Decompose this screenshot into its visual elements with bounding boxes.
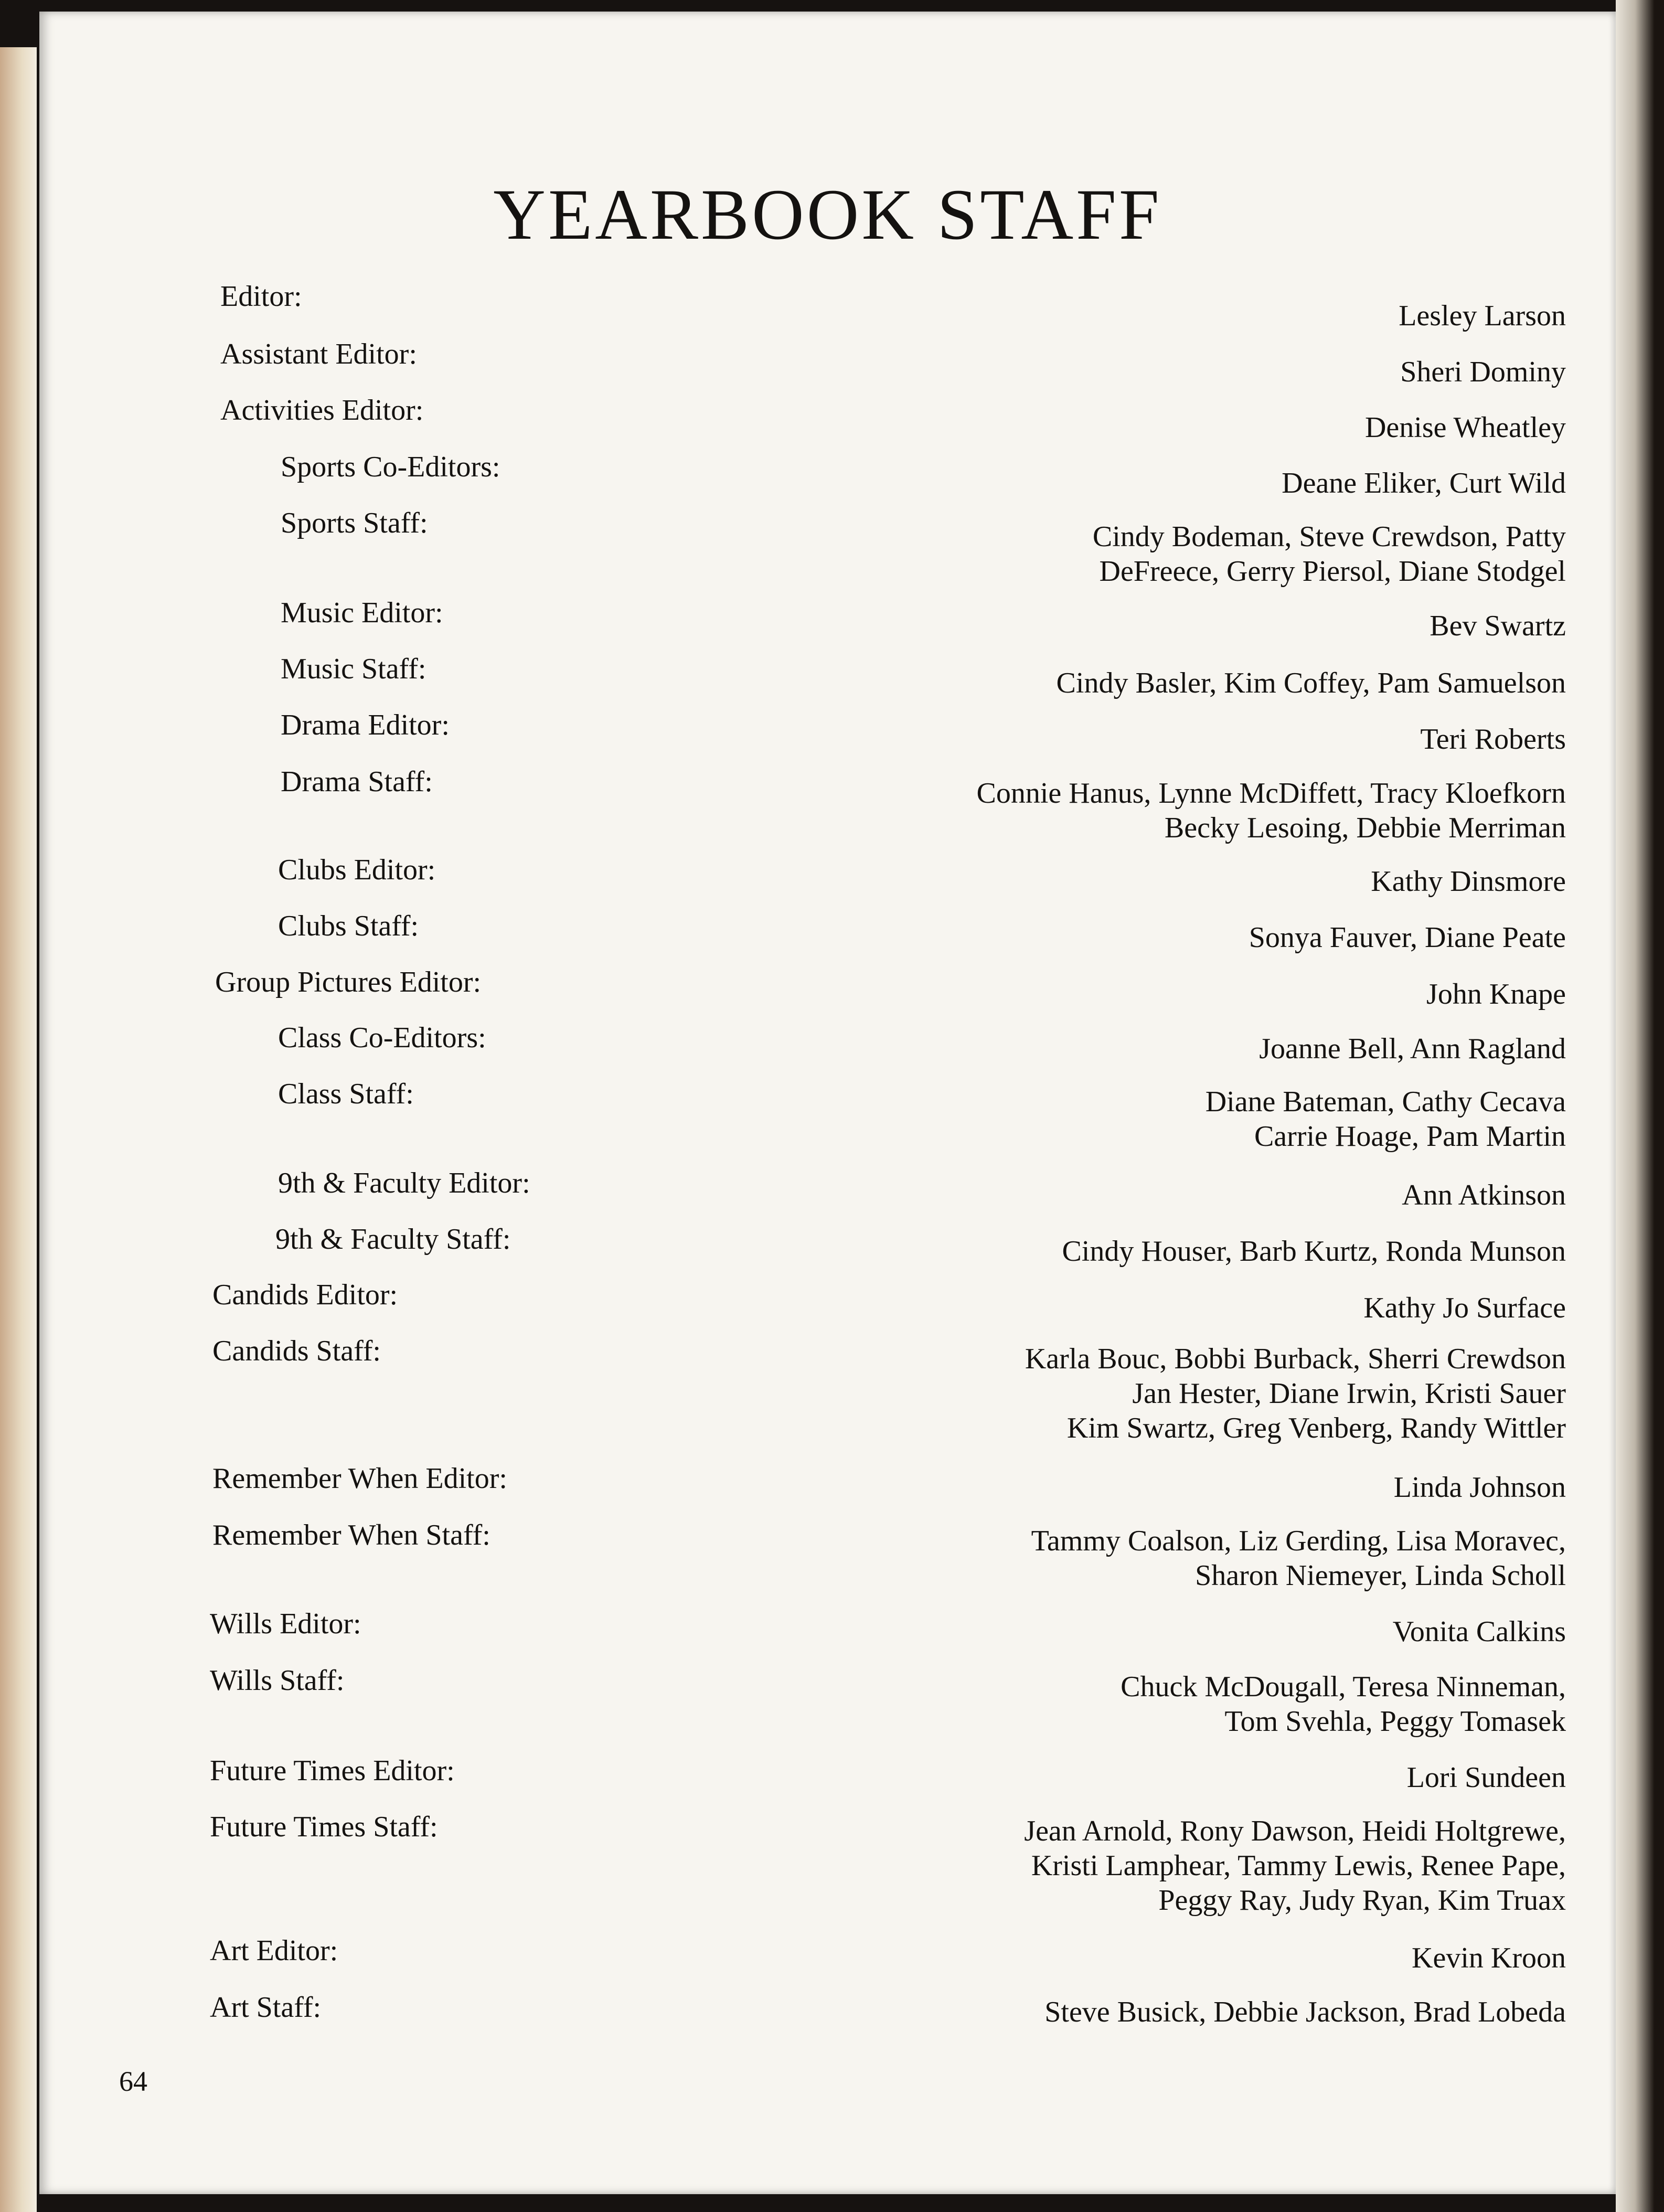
- book-spine-edge: [0, 47, 37, 2212]
- staff-role: Class Co-Editors:: [278, 1022, 486, 1054]
- staff-name-line: Teri Roberts: [1420, 723, 1566, 756]
- staff-role: Art Editor:: [210, 1934, 338, 1967]
- staff-role: Sports Staff:: [281, 507, 428, 539]
- staff-names: [1400, 355, 1566, 389]
- staff-names: [1057, 666, 1566, 700]
- staff-role: Future Times Staff:: [210, 1811, 438, 1843]
- staff-name-line: Kim Swartz, Greg Venberg, Randy Wittler: [1066, 1412, 1566, 1444]
- staff-role: Clubs Staff:: [278, 910, 419, 942]
- staff-name-line: Sharon Niemeyer, Linda Scholl: [1195, 1559, 1566, 1592]
- staff-names: [1371, 864, 1566, 899]
- staff-name-line: Connie Hanus, Lynne McDiffett, Tracy Kloefkorn: [976, 777, 1566, 810]
- staff-role: Sports Co-Editors:: [281, 451, 500, 483]
- staff-names: [1407, 1760, 1566, 1795]
- staff-role: Editor:: [220, 280, 302, 313]
- staff-name-line: John Knape: [1426, 978, 1566, 1011]
- staff-names: [1394, 1470, 1566, 1505]
- staff-names: [1044, 1995, 1566, 2029]
- staff-name-line: Diane Bateman, Cathy Cecava: [1205, 1086, 1566, 1118]
- staff-name-line: Karla Bouc, Bobbi Burback, Sherri Crewdson: [1025, 1343, 1566, 1375]
- staff-name-line: Kathy Dinsmore: [1371, 865, 1566, 898]
- staff-names: [1206, 1084, 1566, 1154]
- staff-name-line: DeFreece, Gerry Piersol, Diane Stodgel: [1099, 555, 1566, 588]
- staff-name-line: Steve Busick, Debbie Jackson, Brad Lobeda: [1044, 1996, 1566, 2028]
- staff-role: Remember When Editor:: [212, 1462, 507, 1495]
- staff-name-line: Bev Swartz: [1430, 610, 1566, 642]
- staff-role: 9th & Faculty Staff:: [275, 1223, 511, 1256]
- staff-names: [1426, 977, 1566, 1012]
- staff-names: [1399, 299, 1566, 333]
- staff-names: [1402, 1178, 1566, 1213]
- staff-names: [1093, 519, 1566, 589]
- staff-name-line: Cindy Bodeman, Steve Crewdson, Patty: [1092, 520, 1566, 553]
- staff-role: Candids Staff:: [212, 1335, 381, 1367]
- staff-name-line: Vonita Calkins: [1392, 1615, 1566, 1648]
- staff-name-line: Sheri Dominy: [1400, 356, 1566, 388]
- staff-role: 9th & Faculty Editor:: [278, 1167, 530, 1199]
- staff-names: [1420, 722, 1566, 757]
- staff-names: [1412, 1941, 1566, 1975]
- staff-role: Candids Editor:: [212, 1279, 398, 1311]
- staff-name-line: Jan Hester, Diane Irwin, Kristi Sauer: [1132, 1377, 1566, 1410]
- staff-role: Group Pictures Editor:: [215, 966, 482, 998]
- staff-name-line: Kathy Jo Surface: [1363, 1292, 1566, 1324]
- staff-role: Clubs Editor:: [278, 854, 436, 886]
- staff-role: Art Staff:: [210, 1991, 322, 2024]
- staff-name-line: Ann Atkinson: [1402, 1179, 1566, 1211]
- yearbook-page: [39, 12, 1616, 2194]
- page-number: 64: [119, 2066, 147, 2097]
- staff-names: [1031, 1524, 1566, 1593]
- staff-names: [1024, 1814, 1566, 1918]
- staff-name-line: Tom Svehla, Peggy Tomasek: [1224, 1705, 1566, 1738]
- staff-name-line: Cindy Basler, Kim Coffey, Pam Samuelson: [1056, 667, 1566, 699]
- staff-role: Music Editor:: [281, 597, 443, 629]
- staff-role: Wills Staff:: [210, 1664, 345, 1697]
- staff-role: Future Times Editor:: [210, 1754, 455, 1787]
- staff-role: Drama Editor:: [281, 709, 450, 741]
- staff-name-line: Linda Johnson: [1393, 1471, 1566, 1504]
- staff-name-line: Lesley Larson: [1399, 300, 1566, 332]
- staff-name-line: Jean Arnold, Rony Dawson, Heidi Holtgrewe,: [1024, 1815, 1566, 1847]
- staff-names: [1062, 1234, 1566, 1269]
- staff-names: [1365, 410, 1566, 445]
- staff-names: [1249, 920, 1566, 955]
- staff-role: Drama Staff:: [281, 765, 433, 798]
- staff-name-line: Cindy Houser, Barb Kurtz, Ronda Munson: [1062, 1235, 1566, 1268]
- staff-name-line: Deane Eliker, Curt Wild: [1282, 467, 1566, 499]
- staff-name-line: Peggy Ray, Judy Ryan, Kim Truax: [1158, 1884, 1566, 1917]
- staff-name-line: Tammy Coalson, Liz Gerding, Lisa Moravec,: [1031, 1525, 1566, 1557]
- page-right-edge: [1616, 0, 1664, 2212]
- staff-name-line: Joanne Bell, Ann Ragland: [1259, 1033, 1566, 1065]
- staff-name-line: Kevin Kroon: [1412, 1942, 1566, 1974]
- staff-name-line: Kristi Lamphear, Tammy Lewis, Renee Pape,: [1031, 1849, 1566, 1882]
- staff-role: Remember When Staff:: [212, 1519, 490, 1551]
- staff-names: [977, 776, 1566, 845]
- staff-role: Wills Editor:: [210, 1608, 361, 1640]
- staff-names: [1430, 609, 1566, 643]
- staff-names: [1363, 1291, 1566, 1325]
- staff-names: [1025, 1342, 1566, 1445]
- page-title: YEARBOOK STAFF: [493, 174, 1162, 254]
- staff-name-line: Chuck McDougall, Teresa Ninneman,: [1121, 1671, 1566, 1703]
- staff-names: [1393, 1614, 1566, 1649]
- staff-name-line: Lori Sundeen: [1406, 1761, 1566, 1794]
- staff-names: [1282, 466, 1566, 501]
- staff-role: Music Staff:: [281, 653, 426, 685]
- staff-names: [1121, 1669, 1566, 1739]
- staff-role: Activities Editor:: [220, 394, 424, 427]
- staff-name-line: Carrie Hoage, Pam Martin: [1254, 1120, 1566, 1153]
- staff-name-line: Denise Wheatley: [1364, 411, 1566, 444]
- staff-role: Assistant Editor:: [220, 338, 417, 370]
- staff-role: Class Staff:: [278, 1078, 414, 1110]
- staff-name-line: Sonya Fauver, Diane Peate: [1249, 921, 1566, 954]
- staff-name-line: Becky Lesoing, Debbie Merriman: [1164, 812, 1566, 844]
- staff-names: [1259, 1031, 1566, 1066]
